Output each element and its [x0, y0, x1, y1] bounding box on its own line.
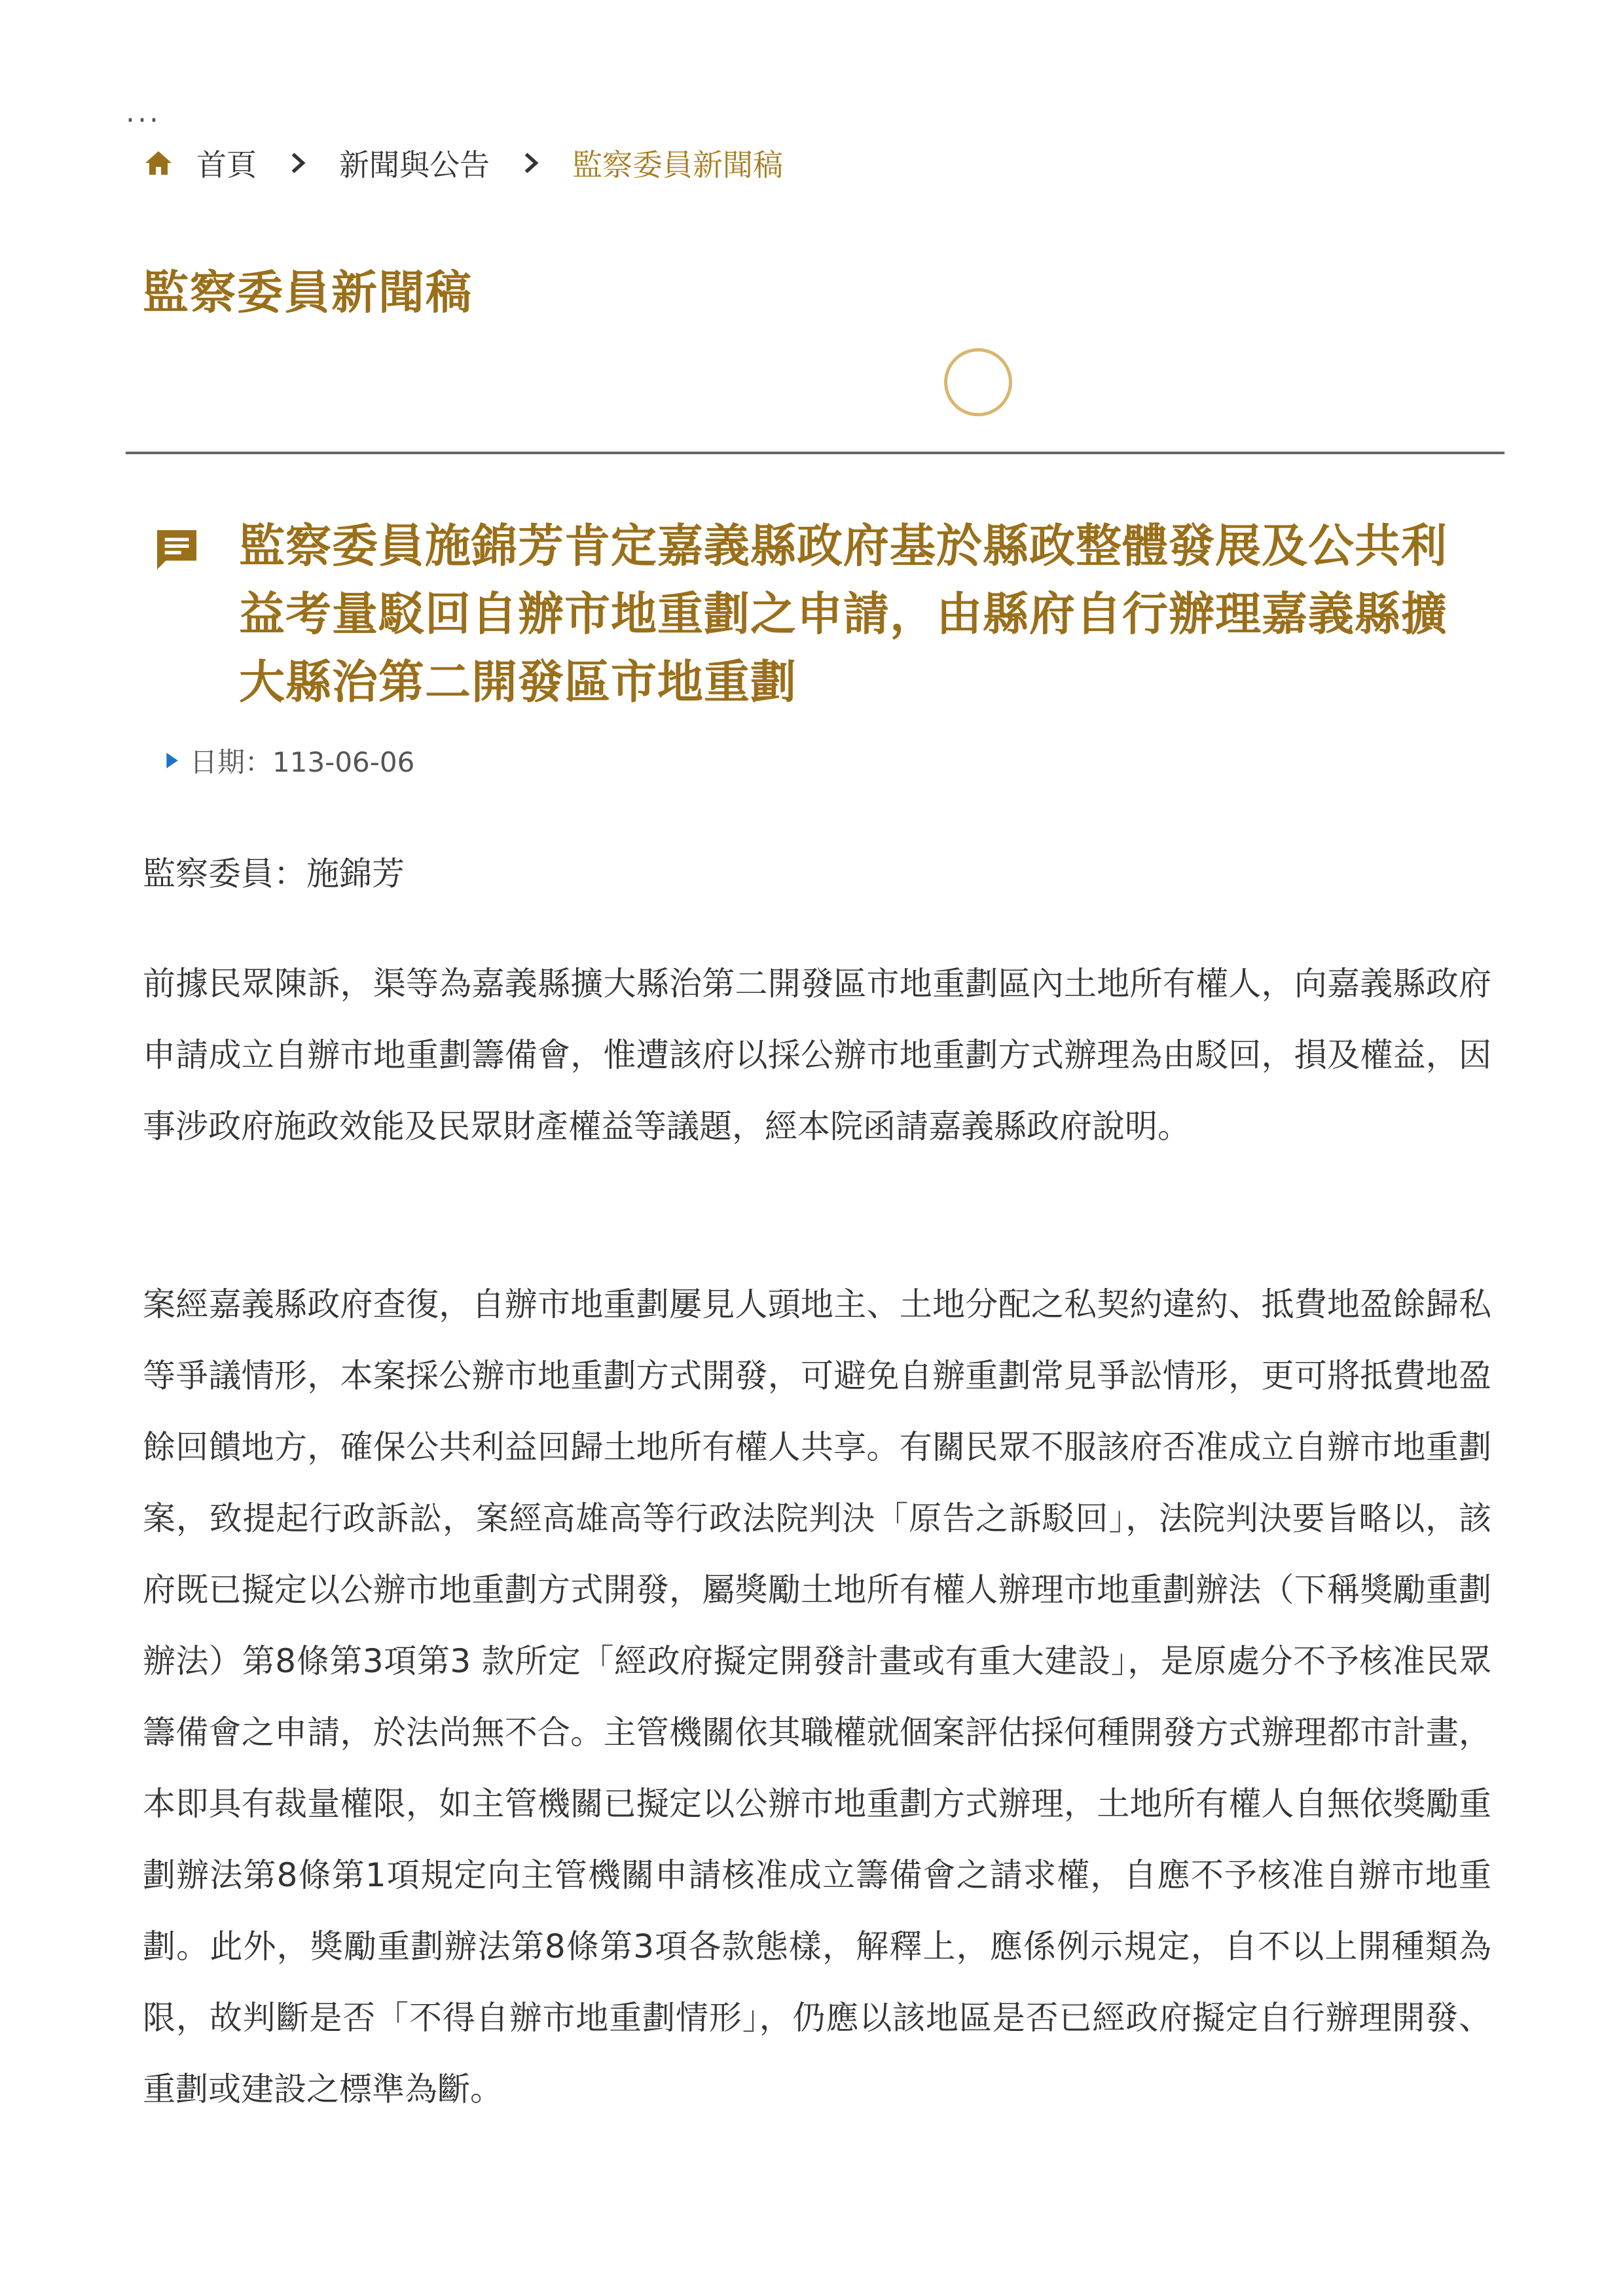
breadcrumb-current[interactable]: 監察委員新聞稿 — [572, 147, 783, 183]
top-ellipsis: ... — [126, 96, 161, 129]
article-paragraph: 前據民眾陳訴，渠等為嘉義縣擴大縣治第二開發區市地重劃區內土地所有權人，向嘉義縣政府申請成立自辦市地重劃籌備會，惟遭該府以採公辦市地重劃方式辦理為由駁回，損及權益，因事涉政府施政效能及民眾財產權益等議題，經本院函請嘉義縣政府說明。 — [143, 965, 1491, 1145]
loading-circle — [944, 348, 1012, 416]
breadcrumb-home-link[interactable]: 首頁 — [196, 147, 257, 183]
triangle-right-icon — [165, 752, 179, 769]
chevron-right-icon — [288, 151, 308, 175]
article-title: 監察委員施錦芳肯定嘉義縣政府基於縣政整體發展及公共利益考量駁回自辦市地重劃之申請，由縣府自行辦理嘉義縣擴大縣治第二開發區市地重劃 — [239, 519, 1448, 709]
article-paragraph: 案經嘉義縣政府查復，自辦市地重劃屢見人頭地主、土地分配之私契約違約、抵費地盈餘歸私等爭議情形，本案採公辦市地重劃方式開發，可避免自辦重劃常見爭訟情形，更可將抵費地盈餘回饋地方，確保公共利益回歸土地所有權人共享。有關民眾不服該府否准成立自辦市地重劃案，致提起行政訴訟，案經高雄高等行政法院判決「原告之訴駁回」，法院判決要旨略以，該府既已擬定以公辦市地重劃方式開發，屬獎勵土地所有權人辦理市地重劃辦法（下稱獎勵重劃辦法）第8條第3項第3 款所定「經政府擬定開發計畫或有重大建設」，是原處分不予核准民眾籌備會之申請，於法尚無不合。主管機關依其職權就個案評估採何種開發方式辦理都市計畫，本即具有裁量權限，如主管機關已擬定以公辦市地重劃方式辦理，土地所有權人自無依獎勵重劃辦法第8條第1項規定向主管機關申請核准成立籌備會之請求權，自應不予核准自辦市地重劃。此外，獎勵重劃辦法第8條第3項各款態樣，解釋上，應係例示規定，自不以上開種類為限，故判斷是否「不得自辦市地重劃情形」，仍應以該地區是否已經政府擬定自行辦理開發、重劃或建設之標準為斷。 — [143, 1285, 1491, 2108]
page-title: 監察委員新聞稿 — [143, 266, 473, 319]
commissioner-line: 監察委員：施錦芳 — [143, 855, 405, 893]
divider — [126, 452, 1504, 454]
breadcrumb — [143, 140, 783, 186]
chevron-right-icon — [521, 151, 541, 175]
home-icon[interactable] — [143, 147, 174, 179]
breadcrumb-news-link[interactable]: 新聞與公告 — [339, 147, 490, 183]
date-text: 日期：113-06-06 — [190, 746, 415, 778]
article-date — [165, 741, 414, 780]
message-icon — [151, 524, 203, 576]
